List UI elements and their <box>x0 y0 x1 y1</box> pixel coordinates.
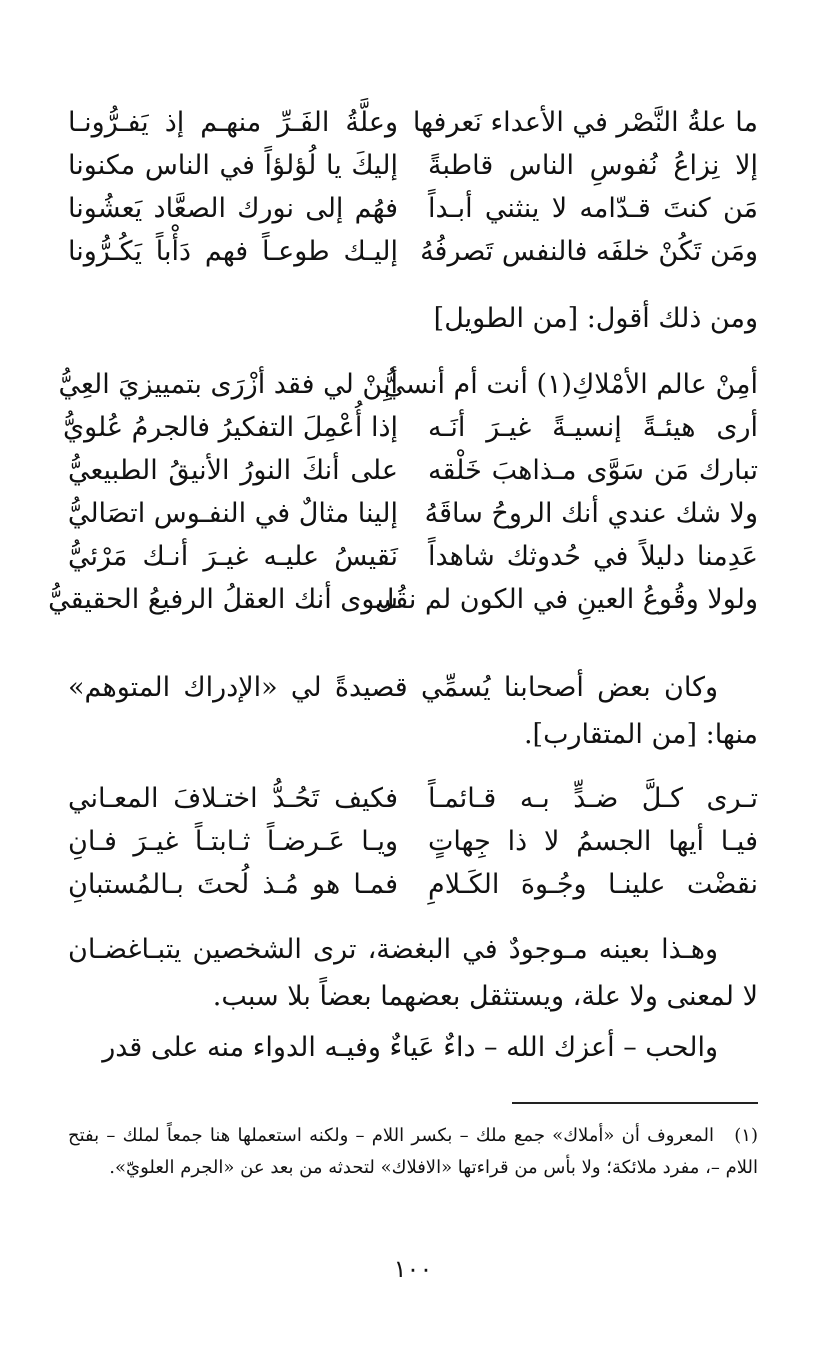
intro-text: ومن ذلك أقول: [من الطويل] <box>433 303 758 334</box>
footnote <box>68 1120 758 1184</box>
verse-line <box>58 363 758 406</box>
verse-line <box>68 863 758 906</box>
prose-paragraph-3 <box>68 1024 758 1071</box>
paragraph-text: والحب – أعزك الله – داءٌ عَياءٌ وفيـه الدواء منه على قدر <box>102 1032 718 1063</box>
verse-first-hemistich: ولا شك عندي أنك الروحُ ساقَهُ <box>424 498 758 529</box>
prose-paragraph-2 <box>68 926 758 1020</box>
poem-stanza-1 <box>68 101 758 273</box>
verse-line <box>62 406 758 449</box>
verse-second-hemistich: ويـا عَـرضـاً ثـابتـاً غيـرَ فـانِ <box>68 826 398 857</box>
verse-line <box>68 820 758 863</box>
footnote-marker: (١) <box>734 1125 758 1146</box>
verse-first-hemistich: أرى هيئـةً إنسيـةً غيـرَ أنَـه <box>428 412 758 443</box>
verse-second-hemistich: على أنكَ النورُ الأنيقُ الطبيعيُّ <box>68 455 398 486</box>
verse-second-hemistich: فكيف تَحُـدُّ اختـلافَ المعـاني <box>68 783 398 814</box>
verse-line <box>68 101 758 144</box>
poem-stanza-3 <box>68 777 758 906</box>
verse-first-hemistich: إلا نِزاعُ نُفوسِ الناس قاطبةً <box>428 150 758 181</box>
verse-first-hemistich: ولولا وقُوعُ العينِ في الكون لم نقُل <box>374 584 758 615</box>
page-number: ١٠٠ <box>393 1255 433 1283</box>
paragraph-text: وهـذا بعينه مـوجودٌ في البغضة، ترى الشخصين يتبـاغضـان لا لمعنى ولا علة، ويستثقل بعضهما بعضاً بلا سبب. <box>68 934 758 1012</box>
verse-second-hemistich: إذا أُعْمِلَ التفكيرُ فالجرمُ عُلويُّ <box>62 412 398 443</box>
verse-line <box>68 777 758 820</box>
verse-line <box>68 144 758 187</box>
footnote-text: المعروف أن «أملاك» جمع ملك – بكسر اللام – ولكنه استعملها هنا جمعاً لملك – بفتح اللام –، مفرد ملائكة؛ ولا بأس من قراءتها «الافلاك» لتحدثه من بعد عن «الجرم العلويّ». <box>68 1125 758 1178</box>
verse-second-hemistich: نَقيسُ عليـه غيـرَ أنـك مَرْئيُّ <box>68 541 398 572</box>
prose-paragraph-1 <box>68 664 758 758</box>
verse-second-hemistich: فمـا هو مُـذ لُحتَ بـالمُستبانِ <box>68 869 398 900</box>
verse-line <box>68 187 758 230</box>
verse-first-hemistich: ومَن تَكُنْ خلفَه فالنفس تَصرفُهُ <box>420 236 758 267</box>
verse-first-hemistich: ما علةُ النَّصْر في الأعداء نَعرفها <box>412 107 758 138</box>
verse-line <box>68 492 758 535</box>
verse-line <box>48 578 758 621</box>
paragraph-text: وكان بعض أصحابنا يُسمِّي قصيدةً لي «الإدراك المتوهم» منها: [من المتقارب]. <box>68 672 758 750</box>
verse-first-hemistich: تـرى كـلَّ ضـدٍّ بـه قـائمـاً <box>428 783 758 814</box>
poem-stanza-2 <box>48 363 758 621</box>
verse-line <box>68 230 758 273</box>
verse-second-hemistich: فهُم إلى نورك الصعَّاد يَعشُونا <box>68 193 398 224</box>
meter-intro <box>68 295 758 342</box>
verse-second-hemistich: سوى أنك العقلُ الرفيعُ الحقيقيُّ <box>48 584 398 615</box>
verse-first-hemistich: عَدِمنا دليلاً في حُدوثك شاهداً <box>428 541 758 572</box>
verse-first-hemistich: مَن كنتَ قـدّامه لا ينثني أبـداً <box>428 193 758 224</box>
verse-second-hemistich: أبِنْ لي فقد أزْرَى بتمييزيَ العِيُّ <box>58 369 398 400</box>
verse-first-hemistich: تبارك مَن سَوَّى مـذاهبَ خَلْقه <box>428 455 758 486</box>
verse-line <box>68 535 758 578</box>
verse-second-hemistich: وعلَّةُ الفَـرِّ منهـم إذ يَفـرُّونـا <box>68 107 398 138</box>
verse-first-hemistich: أمِنْ عالم الأمْلاكِ(١) أنت أم أنسيُّ <box>383 369 758 400</box>
verse-line <box>68 449 758 492</box>
verse-first-hemistich: نقضْت علينـا وجُـوهَ الكَـلامِ <box>428 869 758 900</box>
verse-first-hemistich: فيـا أيها الجسمُ لا ذا جِهاتٍ <box>428 826 758 857</box>
footnote-divider <box>512 1102 758 1104</box>
verse-second-hemistich: إلينا مثالٌ في النفـوس اتصَاليُّ <box>67 498 398 529</box>
verse-second-hemistich: إليكَ يا لُؤلؤاً في الناس مكنونا <box>68 150 398 181</box>
verse-second-hemistich: إليـك طوعـاً فهم دَأْباً يَكُـرُّونا <box>68 236 398 267</box>
